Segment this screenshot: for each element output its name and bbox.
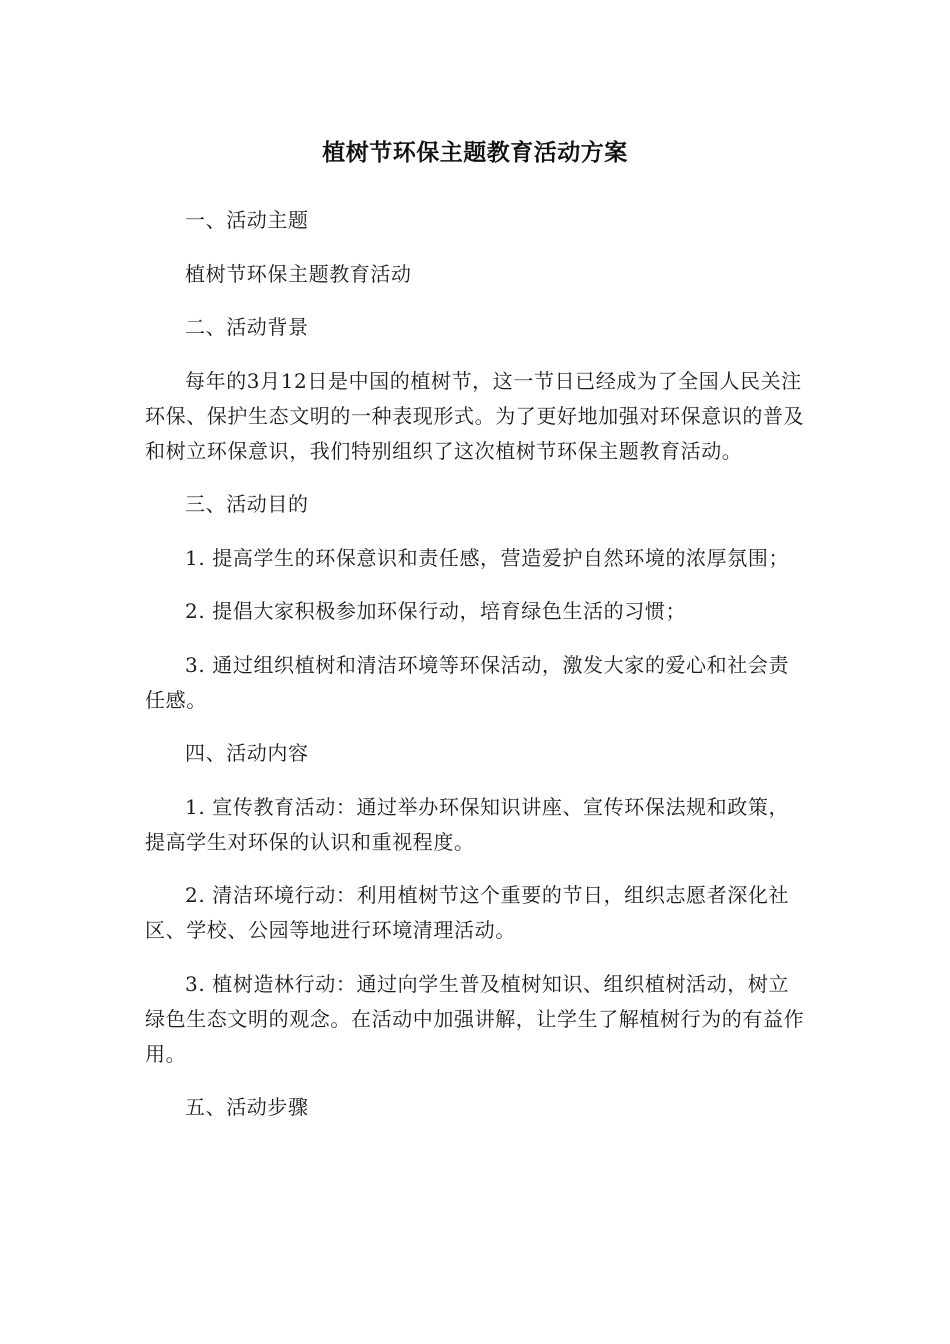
content-item-3: 3. 植树造林行动：通过向学生普及植树知识、组织植树活动，树立绿色生态文明的观念。在活动中加强讲解，让学生了解植树行为的有益作用。 [145,971,805,1066]
purpose-item-3: 3. 通过组织植树和清洁环境等环保活动，激发大家的爱心和社会责任感。 [145,652,790,712]
section-heading-theme: 一、活动主题 [185,208,309,232]
section-heading-content: 四、活动内容 [185,741,309,765]
theme-text: 植树节环保主题教育活动 [185,261,412,286]
purpose-item-1: 1. 提高学生的环保意识和责任感，营造爱护自然环境的浓厚氛围； [185,545,790,570]
document-title: 植树节环保主题教育活动方案 [322,140,628,166]
section-heading-background: 二、活动背景 [185,315,309,339]
background-text: 每年的3月12日是中国的植树节，这一节日已经成为了全国人民关注环保、保护生态文明的一种表现形式。为了更好地加强对环保意识的普及和树立环保意识，我们特别组织了这次植树节环保主题教育活动。 [145,368,805,463]
document-body [145,203,807,1144]
purpose-item-2: 2. 提倡大家积极参加环保行动，培育绿色生活的习惯； [185,599,687,623]
section-heading-purpose: 三、活动目的 [185,492,309,516]
section-heading-steps: 五、活动步骤 [185,1095,309,1119]
content-item-2: 2. 清洁环境行动：利用植树节这个重要的节日，组织志愿者深化社区、学校、公园等地进行环境清理活动。 [145,883,790,942]
content-item-1: 1. 宣传教育活动：通过举办环保知识讲座、宣传环保法规和政策，提高学生对环保的认识和重视程度。 [145,794,790,854]
